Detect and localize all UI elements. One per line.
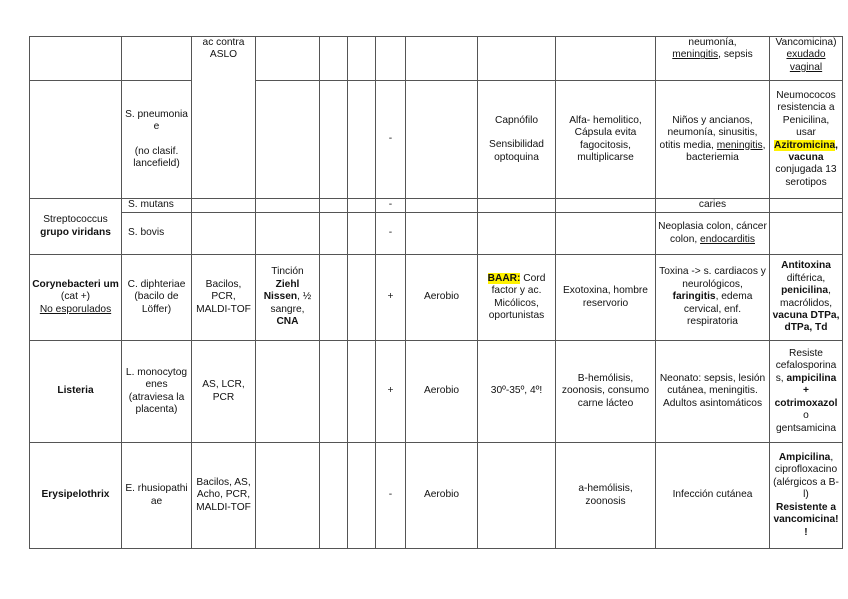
cell: S. mutans [122, 199, 192, 213]
cell [320, 443, 348, 549]
cell: Corynebacteri um (cat +) No esporulados [30, 255, 122, 341]
cell [30, 81, 122, 199]
cell [478, 37, 556, 81]
cell [348, 255, 376, 341]
cell: Exotoxina, hombre reservorio [556, 255, 656, 341]
cell: ac contra ASLO [192, 37, 256, 199]
cell: Aerobio [406, 341, 478, 443]
cell [320, 199, 348, 213]
cell: Vancomicina) exudado vaginal [770, 37, 843, 81]
cell [320, 341, 348, 443]
cell [320, 37, 348, 81]
table-row [30, 341, 843, 443]
cell [376, 37, 406, 81]
cell [556, 213, 656, 255]
cell [770, 199, 843, 213]
cell: Capnófilo Sensibilidad optoquina [478, 81, 556, 199]
microbiology-table [29, 36, 843, 549]
cell: Bacilos, AS, Acho, PCR, MALDI-TOF [192, 443, 256, 549]
cell: S. bovis [122, 213, 192, 255]
cell [320, 255, 348, 341]
cell [478, 213, 556, 255]
cell: Neoplasia colon, cáncer colon, endocarditis [656, 213, 770, 255]
cell [256, 443, 320, 549]
cell: Aerobio [406, 443, 478, 549]
cell: + [376, 341, 406, 443]
cell: E. rhusiopathi ae [122, 443, 192, 549]
cell [478, 443, 556, 549]
cell [320, 213, 348, 255]
cell: BAAR: Cord factor y ac. Micólicos, oportunistas [478, 255, 556, 341]
cell: - [376, 199, 406, 213]
cell: L. monocytog enes (atraviesa la placenta) [122, 341, 192, 443]
cell: Streptococcus grupo viridans [30, 199, 122, 255]
cell: S. pneumonia e (no clasif. lancefield) [122, 81, 192, 199]
cell [556, 37, 656, 81]
cell [122, 37, 192, 81]
cell: neumonía, meningitis, sepsis [656, 37, 770, 81]
cell: Aerobio [406, 255, 478, 341]
cell [348, 213, 376, 255]
cell: Resiste cefalosporina s, ampicilina + cotrimoxazol o gentsamicina [770, 341, 843, 443]
cell: caries [656, 199, 770, 213]
cell [256, 213, 320, 255]
cell [256, 81, 320, 199]
cell: AS, LCR, PCR [192, 341, 256, 443]
cell: Niños y ancianos, neumonía, sinusitis, otitis media, meningitis, bacteriemia [656, 81, 770, 199]
cell: Bacilos, PCR, MALDI-TOF [192, 255, 256, 341]
table-row [30, 213, 843, 255]
cell [256, 341, 320, 443]
cell [256, 37, 320, 81]
cell: Infección cutánea [656, 443, 770, 549]
cell [556, 199, 656, 213]
cell [256, 199, 320, 213]
table-row [30, 81, 843, 199]
cell [406, 213, 478, 255]
cell: - [376, 81, 406, 199]
cell [348, 341, 376, 443]
cell: a-hemólisis, zoonosis [556, 443, 656, 549]
cell: - [376, 213, 406, 255]
table-row [30, 255, 843, 341]
cell [406, 199, 478, 213]
cell: B-hemólisis, zoonosis, consumo carne lácteo [556, 341, 656, 443]
cell: Erysipelothrix [30, 443, 122, 549]
cell [192, 213, 256, 255]
cell: Neumococos resistencia a Penicilina, usar Azitromicina, vacuna conjugada 13 serotipos [770, 81, 843, 199]
cell: Listeria [30, 341, 122, 443]
cell: Tinción Ziehl Nissen, ½ sangre, CNA [256, 255, 320, 341]
cell [348, 443, 376, 549]
cell [192, 199, 256, 213]
table-row [30, 443, 843, 549]
cell: Ampicilina, ciprofloxacino (alérgicos a B-l) Resistente a vancomicina! ! [770, 443, 843, 549]
cell: Neonato: sepsis, lesión cutánea, meningitis. Adultos asintomáticos [656, 341, 770, 443]
cell: 30º-35º, 4º! [478, 341, 556, 443]
table-row [30, 199, 843, 213]
cell [30, 37, 122, 81]
cell: Antitoxina diftérica, penicilina, macrólidos, vacuna DTPa, dTPa, Td [770, 255, 843, 341]
cell [406, 81, 478, 199]
table-row [30, 37, 843, 81]
cell: - [376, 443, 406, 549]
cell [348, 81, 376, 199]
cell: C. diphteriae (bacilo de Löffer) [122, 255, 192, 341]
cell: Toxina -> s. cardiacos y neurológicos, faringitis, edema cervical, enf. respiratoria [656, 255, 770, 341]
cell: Alfa- hemolitico, Cápsula evita fagocitosis, multiplicarse [556, 81, 656, 199]
cell [406, 37, 478, 81]
cell [478, 199, 556, 213]
cell [348, 199, 376, 213]
cell [320, 81, 348, 199]
cell [348, 37, 376, 81]
cell: + [376, 255, 406, 341]
cell [770, 213, 843, 255]
